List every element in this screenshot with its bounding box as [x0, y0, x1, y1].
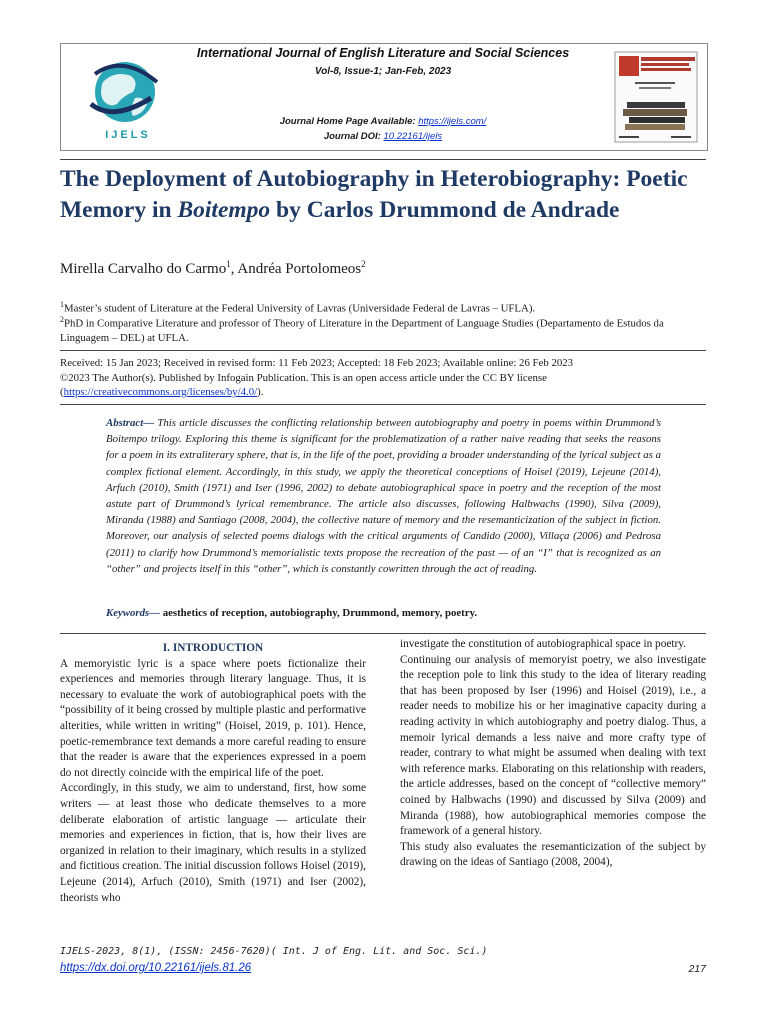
svg-text:IJELS: IJELS	[105, 129, 151, 141]
journal-header	[60, 43, 708, 151]
journal-cover-icon	[613, 50, 699, 144]
dates-divider	[60, 350, 706, 351]
license-link[interactable]: https://creativecommons.org/licenses/by/4.0/	[63, 386, 258, 398]
title-divider-top	[60, 159, 706, 160]
body-column-left	[60, 641, 366, 906]
journal-home: Journal Home Page Available: https://ijels.com/	[279, 116, 487, 127]
abstract-label: Abstract—	[106, 417, 158, 429]
footer-doi-link[interactable]: https://dx.doi.org/10.22161/ijels.81.26	[60, 962, 252, 974]
author-list: Mirella Carvalho do Carmo$^1$, Andréa Portolomeos$^2$	[60, 259, 366, 277]
affiliation-1: $^1$Master’s student of Literature at the Federal University of Lavras (Universidade Federal de Lavras – UFLA).	[60, 300, 536, 315]
abstract-text: This article discusses the conflicting relationship between autobiography and poetry in poems within Drummond’s Boitempo trilogy. Exploring this theme is significant for the problematization of a rather naive reading that seeks the reasons for a poem in its extraliterary sphere, that is, in the life of the poet, providing a broader understanding of the lyrical subject as a complex fictional element. Accordingly, in this study, we apply the theoretical conceptions of Hoisel (2019), Lejeune (2014), Arfuch (2010), Smith (1971) and Iser (1996, 2002) to debate autobiographical space in poetry and the reception of the most astute part of Drummond’s lyrical remembrance. The article also discusses, following Halbwachs (1990), Silva (2009), Miranda (1988) and Santiago (2008, 2004), the collective nature of memory and the resemanticization of the subject in fiction. Moreover, our analysis of selected poems dialogs with the critical arguments of Candido (2000), Villaça (2006) and Pedrosa (2011) to clarify how Drummond’s memorialistic texts propose the recreation of the past — of an “I” that is recognized as an “other” and projects itself in this “other”, which is constantly cowritten through the act of reading.	[106, 417, 661, 575]
paragraph: This study also evaluates the resemanticization of the subject by drawing on the ideas of Santiago (2008, 2004),	[400, 840, 706, 869]
abstract	[106, 415, 661, 577]
journal-doi: Journal DOI: 10.22161/ijels	[323, 131, 443, 142]
journal-title: International Journal of English Literature and Social Sciences	[196, 46, 570, 60]
article-title: The Deployment of Autobiography in Heterobiography: Poetic Memory in Boitempo by Carlos Drummond de Andrade	[60, 166, 688, 223]
paragraph: Accordingly, in this study, we aim to understand, first, how some writers — at least those who dedicate themselves to a more deliberate elaboration of artistic language — articulate their memories and experiences in fiction, that is, how their lives are organized in relation to their imaginary, which results in a stylized and fictitious creation. The initial discussion follows Hoisel (2019), Lejeune (2014), Arfuch (2010), Smith (1971) and Iser (2002), theorists who	[60, 782, 366, 904]
page-number: 217	[688, 963, 706, 975]
body-column-right	[400, 637, 706, 871]
paragraph: investigate the constitution of autobiographical space in poetry.	[400, 638, 687, 650]
article-dates: Received: 15 Jan 2023; Received in revised form: 11 Feb 2023; Accepted: 18 Feb 2023; Available online: 26 Feb 2023 ©2023 The Author(s). Published by Infogain Publication. This is an open access article under the CC BY license (https://creativecommons.org/licenses/by/4.0/).	[60, 357, 574, 398]
journal-doi-link[interactable]: 10.22161/ijels	[383, 131, 443, 142]
affiliation-2: $^2$PhD in Comparative Literature and professor of Theory of Literature in the Department of Language Studies (Departamento de Estudos da Linguagem – DEL) at UFLA.	[60, 315, 664, 345]
paragraph: Continuing our analysis of memoryist poetry, we also investigate the reception pole to link this study to the idea of literary reading that has been proposed by Iser (1996) and Hoisel (2019), i.e., a reader needs to mobilize his or her imaginative capacity during a reading activity in which autobiography and poetry dialog. Thus, a memoir lyrical demands a less naive and more crafty type of reader, contrary to what might be assumed when dealing with text with reference marks. Elaborating on this relationship with readers, the article addresses, based on the concept of “collective memory” coined by Halbwachs (1990) and discussed by Silva (2009) and Miranda (1988), how autobiographical memories compose the framework of a general history.	[400, 653, 706, 838]
keywords: Keywords— aesthetics of reception, autobiography, Drummond, memory, poetry.	[106, 607, 478, 619]
body-divider	[60, 633, 706, 634]
abstract-divider	[60, 404, 706, 405]
footer-citation: IJELS-2023, 8(1), (ISSN: 2456-7620)( Int. J of Eng. Lit. and Soc. Sci.)	[60, 946, 488, 957]
journal-home-link[interactable]: https://ijels.com/	[418, 116, 487, 127]
section-heading-introduction: I. INTRODUCTION	[162, 642, 264, 654]
paragraph: A memoryistic lyric is a space where poets fictionalize their experiences and memories through literary language. Thus, it is necessary to evaluate the work of autobiographical poets with the “possibility of it being crossed by multiple plastic and performative alterities, while written in writing” (Hoisel, 2019, p. 101). Hence, poetic-remembrance text demands a more careful reading to ensure that the reader is aware that the experiences expressed in a poem do not directly coincide with the empirical life of the poet.	[60, 657, 366, 779]
journal-volume: Vol-8, Issue-1; Jan-Feb, 2023	[314, 66, 452, 77]
ijels-logo	[73, 52, 183, 142]
